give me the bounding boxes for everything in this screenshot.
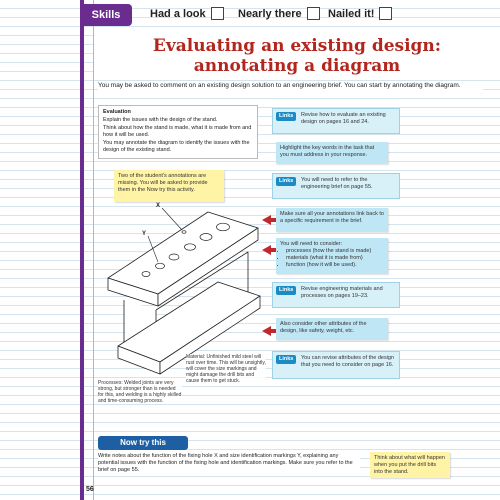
page-number: 56	[86, 486, 94, 493]
drill-hole-3	[169, 254, 179, 260]
links-note-1: Links Revise how to evaluate an existing design on pages 16 and 24.	[272, 108, 400, 134]
consider-item: • materials (what it is made from)	[286, 255, 384, 262]
checkbox-had-a-look[interactable]	[211, 7, 224, 20]
progress-nearly-there[interactable]: Nearly there	[238, 7, 320, 20]
evaluation-line-1: Explain the issues with the design of the stand.	[103, 117, 218, 123]
student-annotations-note: Two of the student's annotations are missing. You will be asked to provide them in the Now try this activity.	[114, 170, 224, 202]
title-line-1: Evaluating an existing design:	[152, 36, 442, 56]
links-badge-1: Links	[276, 112, 296, 121]
arrow-icon	[262, 245, 271, 255]
links-badge-3: Links	[276, 286, 296, 295]
progress-had-a-look[interactable]: Had a look	[150, 7, 224, 20]
intro-text: You may be asked to comment on an existing design solution to an engineering brief. You can start by annotating the diagram.	[98, 82, 483, 90]
links-note-3: Links Revise engineering materials and processes on pages 19–23.	[272, 282, 400, 308]
links-badge-2: Links	[276, 177, 296, 186]
evaluation-heading: Evaluation	[103, 109, 131, 115]
drill-hole-1	[142, 272, 150, 277]
page-title	[94, 36, 500, 76]
evaluation-line-2: Think about how the stand is made, what it is made from and how it will be used.	[103, 125, 252, 138]
now-try-this-banner: Now try this	[98, 436, 188, 450]
arrow-icon	[262, 215, 271, 225]
material-annotation: Material: Unfinished mild steel will rust over time. This will be unsightly, will cover the size markings and might damage the drill bits and cause them to get stuck.	[186, 354, 266, 384]
evaluation-line-3: You may annotate the diagram to identify the issues with the design of the existing stand.	[103, 140, 250, 153]
sidebar-stripe	[80, 0, 84, 500]
links-badge-4: Links	[276, 355, 296, 364]
skills-tab: Skills	[80, 4, 132, 26]
checkbox-nearly-there[interactable]	[307, 7, 320, 20]
progress-nailed-it[interactable]: Nailed it!	[328, 7, 392, 20]
drill-hole-5	[200, 234, 212, 241]
drill-bits-note: Think about what will happen when you put the drill bits into the stand.	[370, 452, 450, 478]
title-line-2: annotating a diagram	[193, 56, 401, 76]
evaluation-box	[98, 105, 258, 159]
label-y: Y	[142, 231, 147, 237]
consider-list	[286, 248, 384, 269]
links-note-2: Links You will need to refer to the engineering brief on page 55.	[272, 173, 400, 199]
drill-hole-6	[217, 223, 230, 231]
consider-item: • processes (how the stand is made)	[286, 248, 384, 255]
annotations-note: Make sure all your annotations link back to a specific requirement in the brief.	[276, 208, 388, 232]
consider-item: • function (how it will be used).	[286, 262, 384, 269]
fixing-hole	[182, 231, 186, 234]
arrow-icon	[262, 326, 271, 336]
drill-hole-4	[185, 244, 196, 250]
now-try-this-text: Write notes about the function of the fixing hole X and size identification markings Y, explaining any potential issues with the function of the fixing hole and identification markings. Make sure you refer to the brief on page 55.	[98, 453, 360, 474]
consider-heading: You will need to consider:	[280, 241, 343, 247]
links-note-4: Links You can revise attributes of the design that you need to consider on page 16.	[272, 351, 400, 379]
consider-note	[276, 238, 388, 274]
processes-annotation: Processes: Welded joints are very strong, but stronger than is needed for this, and welding is a highly skilled and time-consuming process.	[98, 380, 182, 404]
drill-hole-2	[156, 263, 165, 269]
highlight-note: Highlight the key words in the task that you must address in your response.	[276, 142, 388, 164]
checkbox-nailed-it[interactable]	[379, 7, 392, 20]
label-x: X	[156, 203, 161, 209]
attributes-note: Also consider other attributes of the design, like safety, weight, etc.	[276, 318, 388, 340]
